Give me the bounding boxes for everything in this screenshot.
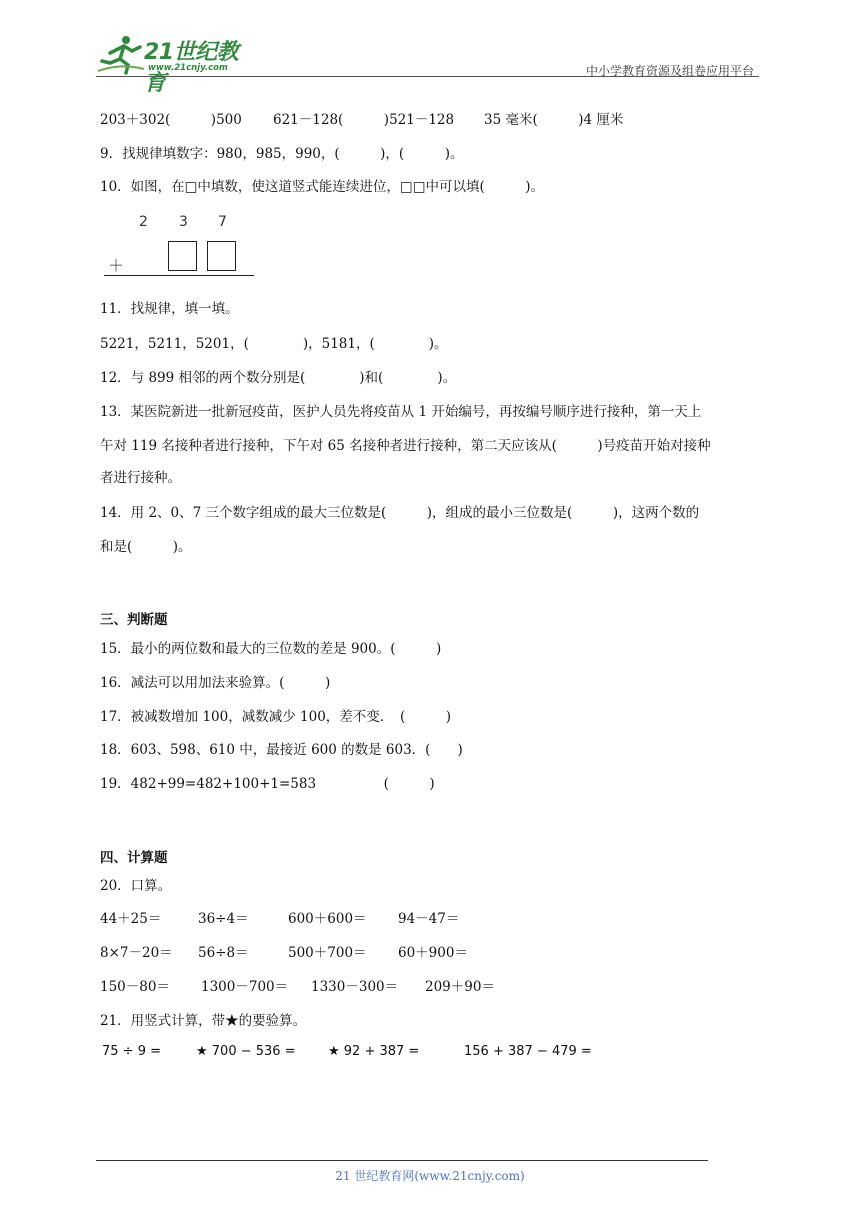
question-10: 10．如图，在□中填数，使这道竖式能连续进位，□□中可以填( )。 [100,179,544,195]
question-11-sequence: 5221，5211，5201，( )，5181，( )。 [100,336,448,352]
oral-calc-r1c3: 600＋600＝ [288,911,367,927]
oral-calc-r3c2: 1300－700＝ [201,979,289,995]
vertical-calc-4: 156 + 387 − 479 = [464,1044,592,1059]
oral-calc-r1c2: 36÷4＝ [198,911,249,927]
oral-calc-r3c1: 150－80＝ [100,979,170,995]
question-11: 11．找规律，填一填。 [100,301,239,317]
question-14-line-1: 14．用 2、0、7 三个数字组成的最大三位数是( )，组成的最小三位数是( )，这两个数的 [100,505,700,521]
blank-box-ones[interactable] [207,241,236,271]
addend-digit-tens: 3 [179,214,188,230]
sum-line [104,275,254,276]
runner-icon [96,33,146,77]
logo-url: www.21cnjy.com [148,63,228,73]
question-9: 9．找规律填数字：980，985，990，( )，( )。 [100,146,464,162]
addend-digit-ones: 7 [218,214,227,230]
q8-item-1: 203＋302( )500 [100,112,242,128]
q8-item-3: 35 毫米( )4 厘米 [484,112,624,128]
vertical-calc-2: ★ 700 − 536 = [196,1044,296,1059]
question-12: 12．与 899 相邻的两个数分别是( )和( )。 [100,370,457,386]
header-divider [96,76,759,77]
question-14-line-2: 和是( )。 [100,539,192,555]
question-17: 17．被减数增加 100，减数减少 100，差不变． ( ) [100,709,452,725]
vertical-calc-3: ★ 92 + 387 = [328,1044,420,1059]
section-judgement-title: 三、判断题 [100,612,168,628]
oral-calc-r3c3: 1330－300＝ [311,979,399,995]
logo-text: 21世纪教育 [144,40,239,96]
question-15: 15．最小的两位数和最大的三位数的差是 900。( ) [100,641,442,657]
oral-calc-r3c4: 209＋90＝ [425,979,495,995]
question-13-line-1: 13．某医院新进一批新冠疫苗，医护人员先将疫苗从 1 开始编号，再按编号顺序进行接种，第一天上 [100,404,702,420]
addend-digit-hundreds: 2 [139,214,148,230]
blank-box-tens[interactable] [168,241,197,271]
logo [96,33,256,96]
question-21-title: 21．用竖式计算，带★的要验算。 [100,1013,307,1029]
question-18: 18．603、598、610 中，最接近 600 的数是 603．( ) [100,742,463,758]
oral-calc-r2c1: 8×7－20＝ [100,945,173,961]
q8-item-2: 621－128( )521－128 [273,112,455,128]
platform-name: 中小学教育资源及组卷应用平台 [585,64,754,78]
oral-calc-r1c1: 44＋25＝ [100,911,162,927]
oral-calc-r1c4: 94－47＝ [398,911,460,927]
question-20-title: 20．口算。 [100,878,172,894]
question-19: 19．482+99=482+100+1=583 ( ) [100,776,435,792]
oral-calc-r2c4: 60＋900＝ [398,945,468,961]
vertical-calc-1: 75 ÷ 9 = [102,1044,161,1059]
question-16: 16．减法可以用加法来验算。( ) [100,675,331,691]
oral-calc-r2c2: 56÷8＝ [198,945,249,961]
question-13-line-2: 午对 119 名接种者进行接种，下午对 65 名接种者进行接种，第二天应该从( )号疫苗开始对接种 [100,438,711,454]
plus-sign: ＋ [108,256,125,275]
oral-calc-r2c3: 500＋700＝ [288,945,367,961]
question-13-line-3: 者进行接种。 [100,470,181,486]
footer-link[interactable]: 21 世纪教育网(www.21cnjy.com) [335,1169,525,1183]
footer-divider [96,1160,708,1161]
section-calculation-title: 四、计算题 [100,850,168,866]
